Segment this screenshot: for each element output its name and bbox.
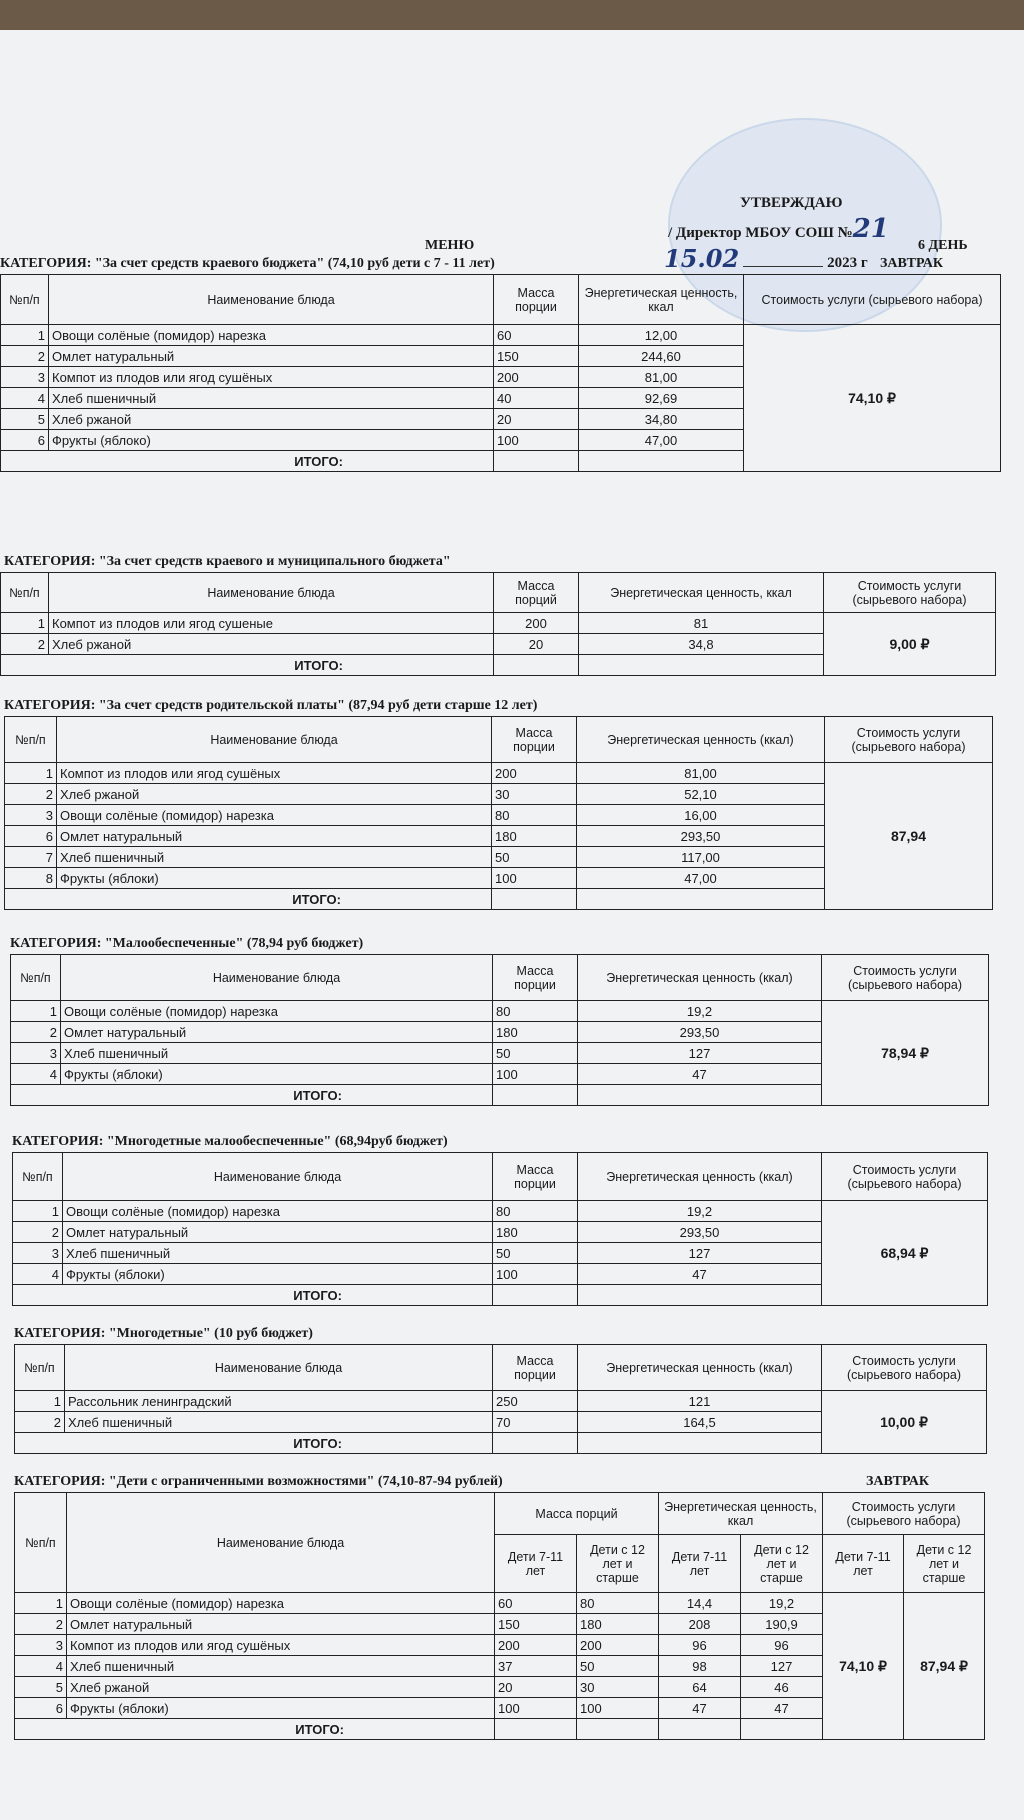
- table-row: 8 Фрукты (яблоки) 100 47,00: [5, 868, 993, 889]
- category-3-title: КАТЕГОРИЯ: "За счет средств родительской платы" (87,94 руб дети старше 12 лет): [4, 698, 538, 713]
- cost-value: 74,10 ₽: [744, 325, 1001, 472]
- cost-value-12plus: 87,94 ₽: [904, 1593, 985, 1740]
- menu-table-5: №п/п Наименование блюда Масса порции Энергетическая ценность (ккал) Стоимость услуги (сырьевого набора) 1 Овощи солёные (помидор) нарезка 80 19,2 68,94 ₽ 2 Омлет натуральный 180 293,50 3 Хлеб пшеничный 50 127 4 Фрукты (яблоки) 100 47 ИТОГО:: [12, 1152, 988, 1306]
- meal-label-1: ЗАВТРАК: [880, 256, 944, 271]
- total-row: ИТОГО:: [15, 1719, 985, 1740]
- approve-director: Директор МБОУ СОШ №: [675, 225, 853, 241]
- table-row: 4 Фрукты (яблоки) 100 47: [11, 1064, 989, 1085]
- cost-value: 87,94: [825, 763, 993, 910]
- table-row: 2 Хлеб ржаной 30 52,10: [5, 784, 993, 805]
- total-row: ИТОГО:: [15, 1433, 987, 1454]
- header-cost: Стоимость услуги (сырьевого набора): [744, 275, 1001, 325]
- header-dish: Наименование блюда: [49, 275, 494, 325]
- total-row: ИТОГО:: [5, 889, 993, 910]
- total-row: ИТОГО:: [1, 451, 1001, 472]
- approve-date-hand: 15.02: [664, 244, 740, 273]
- menu-table-3: №п/п Наименование блюда Масса порции Энергетическая ценность (ккал) Стоимость услуги (сырьевого набора) 1 Компот из плодов или ягод сушёных 200 81,00 87,94 2 Хлеб ржаной 30 52,10 3 Овощи солёные (помидор) нарезка 80 16,00 6 Омлет натуральный 180 293,50 7 Хлеб пшеничный 50 117,00 8 Фрукты (яблоки) 100 47,00 ИТОГО:: [4, 716, 993, 910]
- table-row: 4 Хлеб пшеничный 40 92,69: [1, 388, 1001, 409]
- table-row: 7 Хлеб пшеничный 50 117,00: [5, 847, 993, 868]
- table-row: 6 Фрукты (яблоки) 100 100 47 47: [15, 1698, 985, 1719]
- table-row: 2 Омлет натуральный 180 293,50: [11, 1022, 989, 1043]
- table-row: 1 Овощи солёные (помидор) нарезка 60 80 14,4 19,2 74,10 ₽ 87,94 ₽: [15, 1593, 985, 1614]
- menu-title: МЕНЮ: [425, 238, 475, 253]
- document-sheet: [0, 30, 1024, 1820]
- table-row: 3 Хлеб пшеничный 50 127: [11, 1043, 989, 1064]
- approve-year: 2023 г: [827, 255, 868, 271]
- menu-table-4: №п/п Наименование блюда Масса порции Энергетическая ценность (ккал) Стоимость услуги (сырьевого набора) 1 Овощи солёные (помидор) нарезка 80 19,2 78,94 ₽ 2 Омлет натуральный 180 293,50 3 Хлеб пшеничный 50 127 4 Фрукты (яблоки) 100 47 ИТОГО:: [10, 954, 989, 1106]
- table-row: 4 Фрукты (яблоки) 100 47: [13, 1264, 988, 1285]
- table-row: 6 Омлет натуральный 180 293,50: [5, 826, 993, 847]
- table-row: 1 Рассольник ленинградский 250 121 10,00 ₽: [15, 1391, 987, 1412]
- table-row: 3 Овощи солёные (помидор) нарезка 80 16,00: [5, 805, 993, 826]
- table-row: 1 Овощи солёные (помидор) нарезка 60 12,00 74,10 ₽: [1, 325, 1001, 346]
- cost-value: 78,94 ₽: [822, 1001, 989, 1106]
- table-row: 5 Хлеб ржаной 20 34,80: [1, 409, 1001, 430]
- meal-label-2: ЗАВТРАК: [866, 1474, 930, 1489]
- menu-day: 6 ДЕНЬ: [918, 238, 968, 253]
- table-row: 5 Хлеб ржаной 20 30 64 46: [15, 1677, 985, 1698]
- table-row: 3 Компот из плодов или ягод сушёных 200 200 96 96: [15, 1635, 985, 1656]
- category-7-title: КАТЕГОРИЯ: "Дети с ограниченными возможностями" (74,10-87-94 рублей): [14, 1474, 503, 1489]
- table-row: 6 Фрукты (яблоко) 100 47,00: [1, 430, 1001, 451]
- total-row: ИТОГО:: [11, 1085, 989, 1106]
- total-row: ИТОГО:: [1, 655, 996, 676]
- category-5-title: КАТЕГОРИЯ: "Многодетные малообеспеченные" (68,94руб бюджет): [12, 1134, 448, 1149]
- table-row: 4 Хлеб пшеничный 37 50 98 127: [15, 1656, 985, 1677]
- menu-table-1: [0, 274, 1001, 472]
- menu-table-7: №п/п Наименование блюда Масса порций Энергетическая ценность, ккал Стоимость услуги (сырьевого набора) Дети 7-11 лет Дети с 12 лет и старше Дети 7-11 лет Дети с 12 лет и старше Дети 7-11 лет Дети с 12 лет и старше 1 Овощи солёные (помидор) нарезка 60 80 14,4 19,2 74,10 ₽ 87,94 ₽ 2 Омлет натуральный 150 180 208 190,9 3 Компот из плодов или ягод сушёных 200 200 96 96 4 Хлеб пшеничный 37 50 98 127 5 Хлеб ржаной 20 30 64 46 6 Фрукты (яблоки) 100 100 47 47 ИТОГО:: [14, 1492, 985, 1740]
- table-row: 2 Хлеб ржаной 20 34,8: [1, 634, 996, 655]
- approve-title: УТВЕРЖДАЮ: [740, 195, 843, 211]
- header-num: №п/п: [1, 275, 49, 325]
- cost-value-7-11: 74,10 ₽: [823, 1593, 904, 1740]
- table-row: 1 Компот из плодов или ягод сушеные 200 81 9,00 ₽: [1, 613, 996, 634]
- header-energy: Энергетическая ценность, ккал: [579, 275, 744, 325]
- menu-table-2: №п/п Наименование блюда Масса порций Энергетическая ценность, ккал Стоимость услуги (сырьевого набора) 1 Компот из плодов или ягод сушеные 200 81 9,00 ₽ 2 Хлеб ржаной 20 34,8 ИТОГО:: [0, 572, 996, 676]
- table-row: 2 Хлеб пшеничный 70 164,5: [15, 1412, 987, 1433]
- menu-table-6: №п/п Наименование блюда Масса порции Энергетическая ценность (ккал) Стоимость услуги (сырьевого набора) 1 Рассольник ленинградский 250 121 10,00 ₽ 2 Хлеб пшеничный 70 164,5 ИТОГО:: [14, 1344, 987, 1454]
- cost-value: 9,00 ₽: [824, 613, 996, 676]
- category-2-title: КАТЕГОРИЯ: "За счет средств краевого и муниципального бюджета": [4, 554, 451, 569]
- category-4-title: КАТЕГОРИЯ: "Малообеспеченные" (78,94 руб бюджет): [10, 936, 364, 951]
- table-row: 3 Компот из плодов или ягод сушёных 200 81,00: [1, 367, 1001, 388]
- table-row: 1 Компот из плодов или ягод сушёных 200 81,00 87,94: [5, 763, 993, 784]
- category-6-title: КАТЕГОРИЯ: "Многодетные" (10 руб бюджет): [14, 1326, 313, 1341]
- table-row: 1 Овощи солёные (помидор) нарезка 80 19,2 68,94 ₽: [13, 1201, 988, 1222]
- table-row: 1 Овощи солёные (помидор) нарезка 80 19,2 78,94 ₽: [11, 1001, 989, 1022]
- cost-value: 68,94 ₽: [822, 1201, 988, 1306]
- total-row: ИТОГО:: [13, 1285, 988, 1306]
- approval-block: УТВЕРЖДАЮ / Директор МБОУ СОШ №21 15.02 2023 г: [660, 190, 960, 276]
- category-1-title: КАТЕГОРИЯ: "За счет средств краевого бюджета" (74,10 руб дети с 7 - 11 лет): [0, 256, 495, 271]
- header-mass: Масса порции: [494, 275, 579, 325]
- cost-value: 10,00 ₽: [822, 1391, 987, 1454]
- table-row: 2 Омлет натуральный 150 180 208 190,9: [15, 1614, 985, 1635]
- approve-number: 21: [852, 214, 889, 244]
- table-row: 2 Омлет натуральный 150 244,60: [1, 346, 1001, 367]
- table-row: 3 Хлеб пшеничный 50 127: [13, 1243, 988, 1264]
- table-row: 2 Омлет натуральный 180 293,50: [13, 1222, 988, 1243]
